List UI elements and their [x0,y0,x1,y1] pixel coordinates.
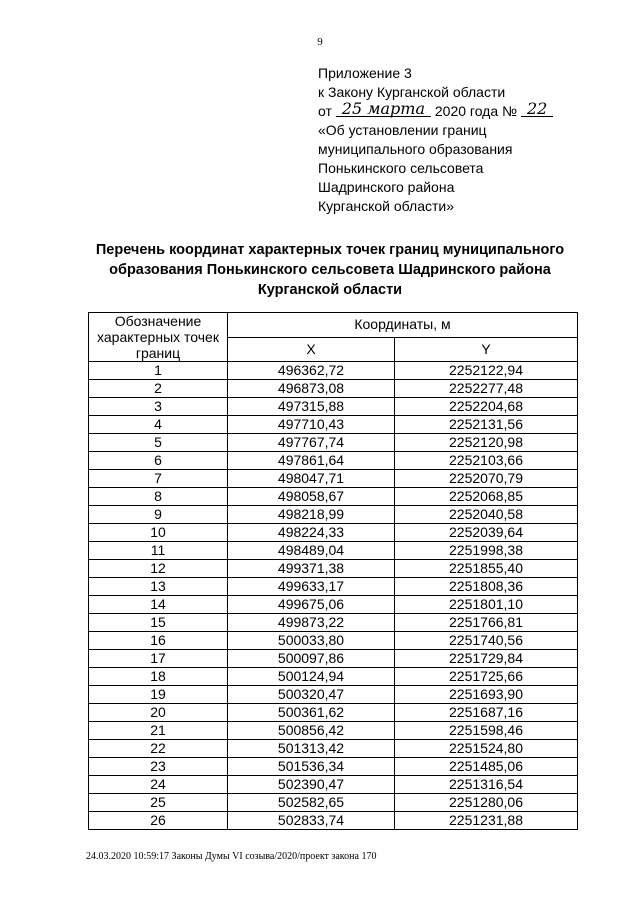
point-number-cell: 17 [89,650,228,668]
x-coordinate-cell: 499675,06 [228,596,395,614]
point-number-cell: 2 [89,380,228,398]
footer-note: 24.03.2020 10:59:17 Законы Думы VI созыва/2020/проект закона 170 [86,851,377,862]
appendix-line: Курганской области» [318,198,455,214]
table-row [89,362,578,380]
title-line: образования Понькинского сельсовета Шадринского района [109,262,551,278]
coordinates-table [88,312,578,830]
appendix-line: Понькинского сельсовета [318,160,484,176]
table-row [89,488,578,506]
table-row [89,542,578,560]
x-coordinate-cell: 500097,86 [228,650,395,668]
x-coordinate-cell: 496362,72 [228,362,395,380]
x-coordinate-cell: 498224,33 [228,524,395,542]
y-coordinate-cell: 2252040,58 [395,506,578,524]
point-number-cell: 16 [89,632,228,650]
table-row [89,722,578,740]
table-row [89,596,578,614]
x-coordinate-cell: 500361,62 [228,704,395,722]
handwritten-law-number: 22 [521,102,553,117]
x-coordinate-cell: 500033,80 [228,632,395,650]
table-row [89,452,578,470]
table-row [89,776,578,794]
x-coordinate-cell: 499873,22 [228,614,395,632]
point-number-cell: 26 [89,812,228,830]
point-number-cell: 23 [89,758,228,776]
x-coordinate-cell: 501536,34 [228,758,395,776]
handwritten-date: 25 марта [336,102,431,117]
y-coordinate-cell: 2251598,46 [395,722,578,740]
point-number-cell: 25 [89,794,228,812]
x-coordinate-cell: 502582,65 [228,794,395,812]
point-number-cell: 22 [89,740,228,758]
x-coordinate-cell: 502833,74 [228,812,395,830]
x-coordinate-cell: 498489,04 [228,542,395,560]
y-coordinate-cell: 2251693,90 [395,686,578,704]
table-row [89,380,578,398]
appendix-line: муниципального образования [318,141,513,157]
y-coordinate-cell: 2251801,10 [395,596,578,614]
y-coordinate-cell: 2251740,56 [395,632,578,650]
y-coordinate-cell: 2251766,81 [395,614,578,632]
page-number: 9 [317,36,323,48]
point-number-cell: 21 [89,722,228,740]
y-coordinate-cell: 2252204,68 [395,398,578,416]
point-number-cell: 8 [89,488,228,506]
point-number-cell: 9 [89,506,228,524]
appendix-header [318,64,618,216]
point-number-cell: 3 [89,398,228,416]
y-coordinate-cell: 2252039,64 [395,524,578,542]
x-coordinate-cell: 500320,47 [228,686,395,704]
y-coordinate-cell: 2252120,98 [395,434,578,452]
point-number-cell: 10 [89,524,228,542]
table-row [89,740,578,758]
point-number-cell: 6 [89,452,228,470]
y-coordinate-cell: 2251524,80 [395,740,578,758]
y-coordinate-cell: 2251998,38 [395,542,578,560]
table-row [89,758,578,776]
table-row [89,470,578,488]
table-row [89,632,578,650]
y-coordinate-cell: 2251316,54 [395,776,578,794]
point-number-cell: 12 [89,560,228,578]
x-coordinate-cell: 497710,43 [228,416,395,434]
point-number-cell: 20 [89,704,228,722]
x-coordinate-cell: 498058,67 [228,488,395,506]
table-row [89,686,578,704]
y-coordinate-cell: 2251231,88 [395,812,578,830]
appendix-line: Приложение 3 [318,65,412,81]
point-number-cell: 18 [89,668,228,686]
y-coordinate-cell: 2252070,79 [395,470,578,488]
header-x: X [228,337,395,362]
y-coordinate-cell: 2252131,56 [395,416,578,434]
table-row [89,524,578,542]
document-title [70,240,590,300]
y-coordinate-cell: 2252122,94 [395,362,578,380]
header-y: Y [395,337,578,362]
appendix-line: Шадринского района [318,179,455,195]
table-row [89,434,578,452]
header-point-label: Обозначение характерных точек границ [89,313,228,362]
point-number-cell: 11 [89,542,228,560]
y-coordinate-cell: 2251855,40 [395,560,578,578]
table-row [89,704,578,722]
title-line: Перечень координат характерных точек границ муниципального [95,242,565,258]
table-row [89,416,578,434]
x-coordinate-cell: 501313,42 [228,740,395,758]
y-coordinate-cell: 2252068,85 [395,488,578,506]
x-coordinate-cell: 497315,88 [228,398,395,416]
point-number-cell: 13 [89,578,228,596]
table-row [89,794,578,812]
table-row [89,668,578,686]
point-number-cell: 1 [89,362,228,380]
x-coordinate-cell: 502390,47 [228,776,395,794]
x-coordinate-cell: 496873,08 [228,380,395,398]
y-coordinate-cell: 2252103,66 [395,452,578,470]
y-coordinate-cell: 2252277,48 [395,380,578,398]
x-coordinate-cell: 499633,17 [228,578,395,596]
appendix-line: к Закону Курганской области [318,84,506,100]
y-coordinate-cell: 2251729,84 [395,650,578,668]
point-number-cell: 24 [89,776,228,794]
x-coordinate-cell: 500856,42 [228,722,395,740]
point-number-cell: 4 [89,416,228,434]
point-number-cell: 5 [89,434,228,452]
title-line: Курганской области [257,282,403,298]
point-number-cell: 19 [89,686,228,704]
point-number-cell: 14 [89,596,228,614]
table-row [89,578,578,596]
y-coordinate-cell: 2251687,16 [395,704,578,722]
date-prefix: от [318,103,332,119]
y-coordinate-cell: 2251485,06 [395,758,578,776]
y-coordinate-cell: 2251280,06 [395,794,578,812]
table-row [89,650,578,668]
table-row [89,812,578,830]
table-row [89,506,578,524]
x-coordinate-cell: 497767,74 [228,434,395,452]
appendix-date-line [318,99,618,121]
table-row [89,614,578,632]
y-coordinate-cell: 2251808,36 [395,578,578,596]
point-number-cell: 15 [89,614,228,632]
date-suffix: 2020 года № [434,103,518,119]
point-number-cell: 7 [89,470,228,488]
x-coordinate-cell: 498047,71 [228,470,395,488]
header-coordinates: Координаты, м [228,313,578,338]
table-body [89,362,578,830]
table-row [89,560,578,578]
x-coordinate-cell: 498218,99 [228,506,395,524]
x-coordinate-cell: 497861,64 [228,452,395,470]
appendix-line: «Об установлении границ [318,122,487,138]
x-coordinate-cell: 499371,38 [228,560,395,578]
table-row [89,398,578,416]
x-coordinate-cell: 500124,94 [228,668,395,686]
y-coordinate-cell: 2251725,66 [395,668,578,686]
